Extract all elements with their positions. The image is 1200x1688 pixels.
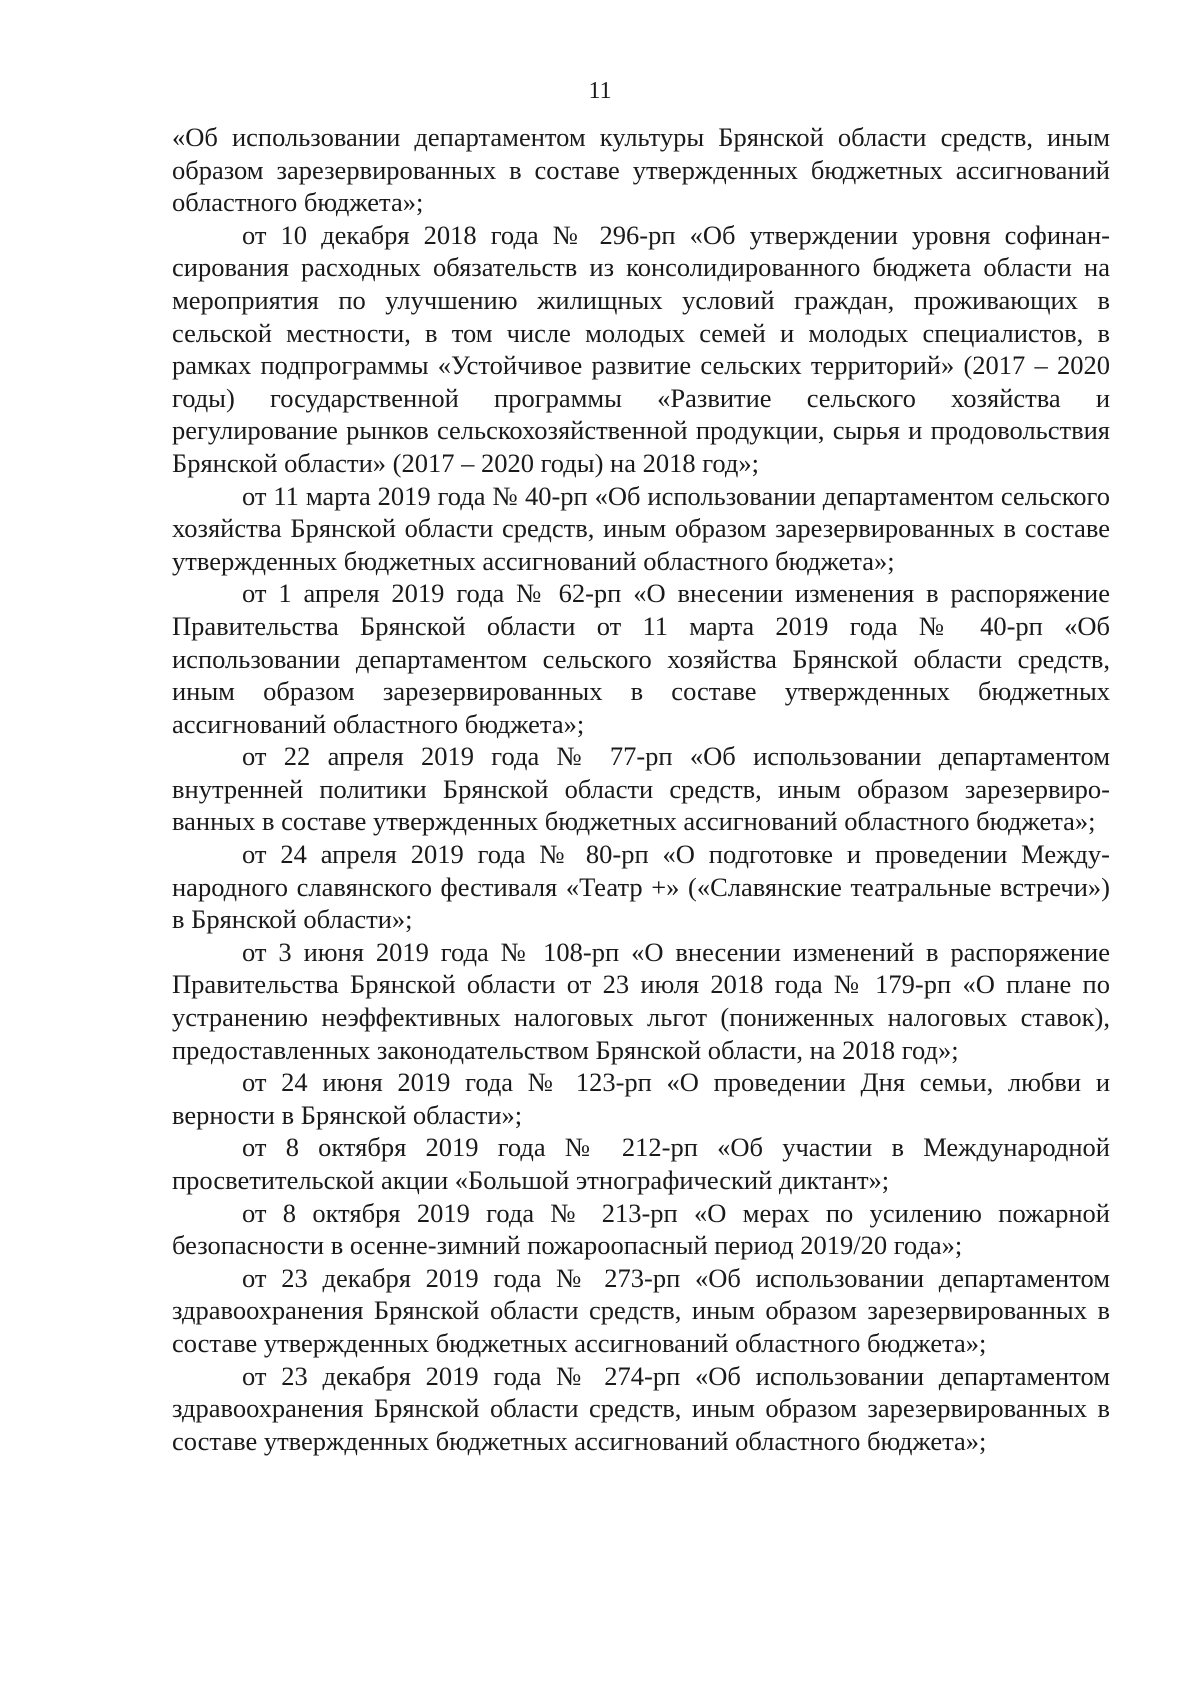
paragraph: от 3 июня 2019 года № 108-рп «О внесении изменений в распоряжение Правительства Брянской области от 23 июля 2018 года № 179-рп «О плане по устранению неэффективных налоговых льгот (пониженных налоговых ставок), предоставленных законодательством Брянской области, на 2018 год»;	[172, 936, 1110, 1065]
paragraph: от 23 декабря 2019 года № 273-рп «Об использовании департаментом здравоохранения Брянской области средств, иным образом зарезервированных в составе утвержденных бюджетных ассигнований областного бюджета»;	[172, 1262, 1110, 1358]
paragraph: от 8 октября 2019 года № 213-рп «О мерах по усилению пожарной безопасности в осенне-зимний пожароопасный период 2019/20 года»;	[172, 1197, 1110, 1261]
paragraph: от 1 апреля 2019 года № 62-рп «О внесении изменения в распоряжение Правительства Брянской области от 11 марта 2019 года № 40-рп «Об использовании департаментом сельского хозяйства Брянской области средств, иным образом зарезервированных в составе утвержденных бюджетных ассигнований областного бюджета»;	[172, 578, 1110, 739]
paragraph: от 24 апреля 2019 года № 80-рп «О подготовке и проведении Международного славянского фестиваля «Театр +» («Славянские театральные встречи») в Брянской области»;	[172, 839, 1110, 935]
paragraph: от 10 декабря 2018 года № 296-рп «Об утверждении уровня софинансирования расходных обязательств из консолидированного бюджета области на мероприятия по улучшению жилищных условий граждан, проживающих в сельской местности, в том числе молодых семей и молодых специалистов, в рамках подпрограммы «Устойчивое развитие сельских территорий» (2017 – 2020 годы) государственной программы «Развитие сельского хозяйства и регулирование рынков сельскохозяйственной продукции, сырья и продовольствия Брянской области» (2017 – 2020 годы) на 2018 год»;	[172, 219, 1110, 478]
page-number: 11	[588, 78, 612, 104]
paragraph: от 11 марта 2019 года № 40-рп «Об использовании департаментом сельского хозяйства Брянской области средств, иным образом зарезервированных в составе утвержденных бюджетных ассигнований областного бюджета»;	[172, 480, 1110, 576]
document-body	[172, 121, 1110, 1457]
paragraph: от 23 декабря 2019 года № 274-рп «Об использовании департаментом здравоохранения Брянской области средств, иным образом зарезервированных в составе утвержденных бюджетных ассигнований областного бюджета»;	[172, 1360, 1110, 1456]
paragraph: «Об использовании департаментом культуры Брянской области средств, иным образом зарезервированных в составе утвержденных бюджетных ассигнований областного бюджета»;	[172, 122, 1110, 218]
paragraph: от 22 апреля 2019 года № 77-рп «Об использовании департаментом внутренней политики Брянской области средств, иным образом зарезервированных в составе утвержденных бюджетных ассигнований областного бюджета»;	[172, 741, 1110, 837]
paragraph: от 8 октября 2019 года № 212-рп «Об участии в Международной просветительской акции «Большой этнографический диктант»;	[172, 1132, 1110, 1195]
paragraph: от 24 июня 2019 года № 123-рп «О проведении Дня семьи, любви и верности в Брянской области»;	[172, 1067, 1110, 1130]
